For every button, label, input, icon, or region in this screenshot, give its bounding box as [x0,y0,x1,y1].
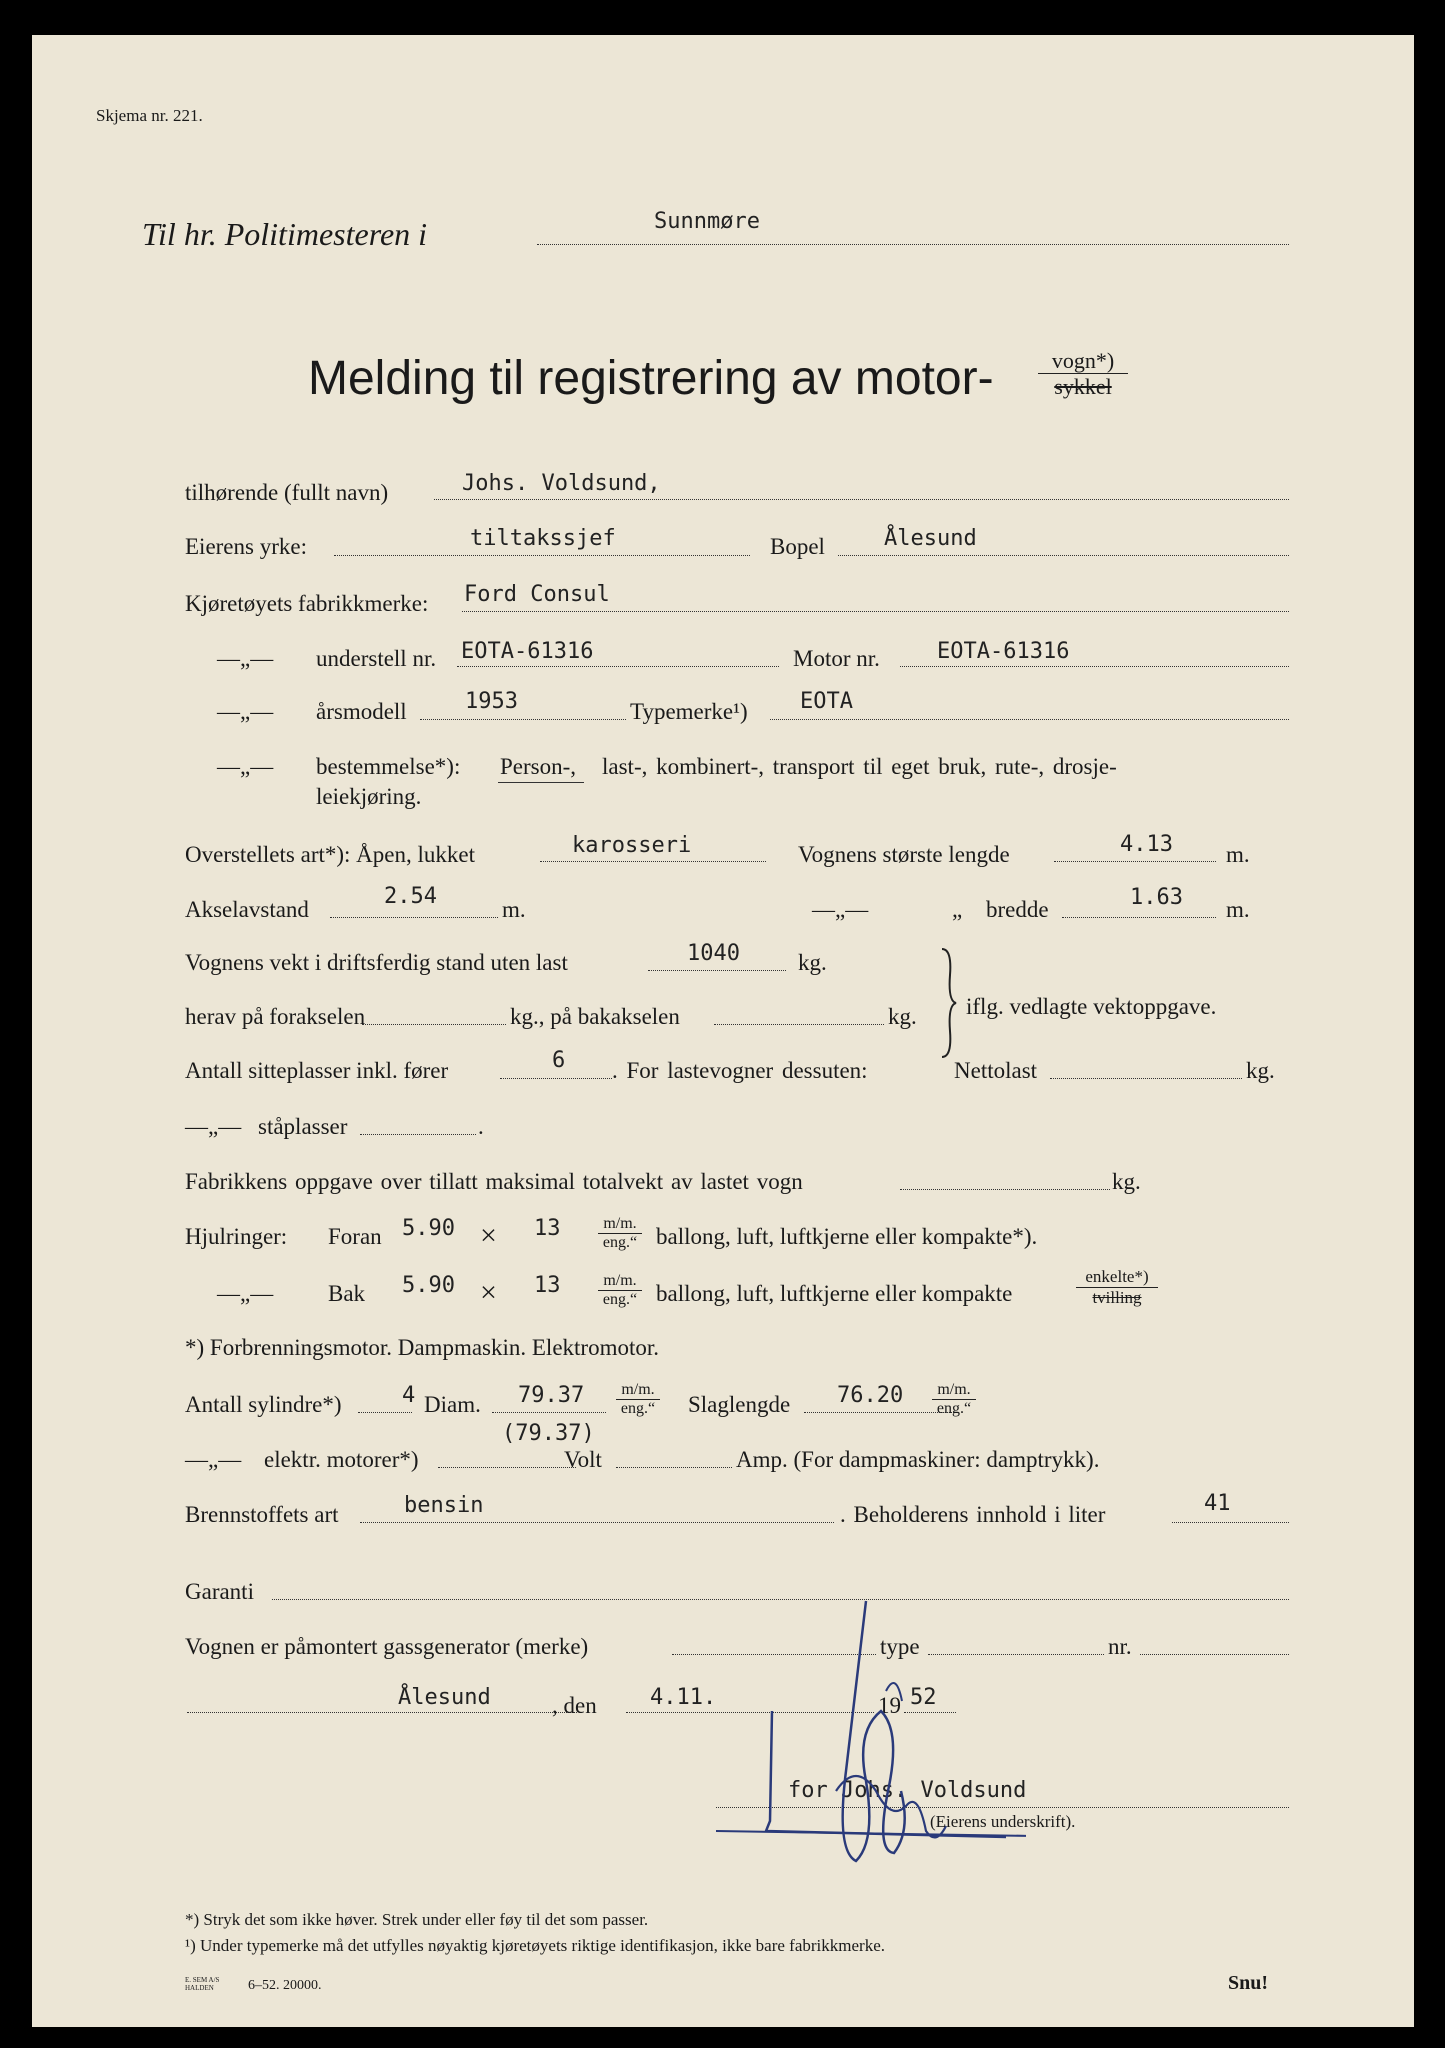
max-weight-label: Fabrikkens oppgave over tillatt maksimal totalvekt av lastet vogn [185,1169,803,1194]
year-value: 1953 [465,689,518,714]
occupation-label: Eierens yrke: [185,534,307,559]
tyres-front-unit-mm: m/m. [598,1215,642,1234]
printer-mark: E. SEM A/S HALDEN [185,1976,220,1992]
turn-over: Snu! [1228,1972,1269,1994]
tyres-front-types: ballong, luft, luftkjerne eller kompakte*). [656,1224,1038,1249]
tyres-rear-unit-eng: eng.“ [602,1291,638,1309]
weight-label: Vognens vekt i driftsferdig stand uten last [185,950,568,975]
body-line [540,861,766,862]
max-weight-line [900,1189,1110,1190]
tyres-label: Hjulringer: [185,1224,288,1249]
type-line [770,719,1289,720]
place-line [187,1712,577,1713]
tyres-front-width: 5.90 [402,1216,455,1241]
diam-unit-mm: m/m. [616,1381,660,1400]
diam-unit-eng: eng.“ [620,1400,656,1418]
chassis-line [457,666,779,667]
tank-value: 41 [1204,1491,1231,1516]
diam-correction: (79.37) [502,1421,595,1446]
tyres-rear-ditto: —„— [217,1281,274,1306]
form-sheet [32,35,1414,2027]
tyres-front-label: Foran [328,1224,382,1249]
residence-value: Ålesund [884,526,977,551]
front-axle-line [362,1024,506,1025]
tyres-rear-times: × [480,1276,497,1309]
cylinders-line [358,1412,412,1413]
purpose-label: bestemmelse*): [316,754,461,779]
tyres-rear-unit [598,1272,642,1310]
tyres-front-unit [598,1215,642,1253]
length-label: Vognens største lengde [798,842,1010,867]
width-quote: „ [952,897,963,922]
make-label: Kjøretøyets fabrikkmerke: [185,591,429,616]
tyres-rear-rim: 13 [534,1273,561,1298]
date-value: 4.11. [650,1685,717,1710]
footnote-1: *) Stryk det som ikke høver. Strek under eller føy til det som passer. [185,1910,649,1929]
handwritten-signature [706,1591,1026,1891]
print-info: 6–52. 20000. [248,1978,322,1993]
signatory: for Johs. Voldsund [788,1778,1027,1803]
stroke-unit [932,1381,976,1419]
rear-axle-label: kg., på bakakselen [510,1004,680,1029]
tank-line [1172,1522,1289,1523]
standing-label: ståplasser [258,1114,348,1139]
tyres-front-unit-eng: eng.“ [602,1234,638,1252]
diam-line [492,1412,606,1413]
weight-unit: kg. [798,950,827,975]
amp-label: Amp. (For dampmaskiner: damptrykk). [736,1447,1100,1472]
year-label: årsmodell [316,699,407,724]
chassis-ditto: —„— [217,646,274,671]
purpose-ditto: —„— [217,754,274,779]
diam-value: 79.37 [518,1383,585,1408]
max-weight-unit: kg. [1112,1169,1141,1194]
year-suffix-value: 52 [910,1685,937,1710]
electric-line [438,1467,576,1468]
weight-line [648,970,786,971]
motor-label: Motor nr. [793,646,880,671]
tyres-front-rim: 13 [534,1216,561,1241]
width-ditto: —„— [812,897,869,922]
year-prefix: 19 [878,1693,901,1718]
net-load-line [1050,1078,1242,1079]
type-label: Typemerke¹) [630,699,748,724]
tyres-single-twin [1076,1267,1158,1307]
wheelbase-label: Akselavstand [185,897,309,922]
tank-label: . Beholderens innhold i liter [840,1502,1106,1527]
title-option-sykkel: sykkel [1054,374,1112,400]
purpose-person: Person-, [500,754,577,779]
purpose-line2: leiekjøring. [316,784,422,809]
gasgen-nr-line [1140,1654,1289,1655]
net-load-label: Nettolast [954,1058,1038,1083]
seats-label: Antall sitteplasser inkl. fører [185,1058,449,1083]
title-options [1038,348,1128,400]
length-line [1054,861,1216,862]
body-value: karosseri [572,833,692,858]
cargo-label: . For lastevogner dessuten: [612,1058,868,1083]
fuel-line [360,1522,834,1523]
make-value: Ford Consul [464,582,610,607]
chassis-value: EOTA-61316 [461,639,594,664]
standing-ditto: —„— [185,1114,242,1139]
signature-note: (Eierens underskrift). [930,1812,1076,1831]
gasgen-nr-label: nr. [1108,1634,1132,1659]
date-den: , den [552,1693,597,1718]
width-unit: m. [1226,897,1250,922]
standing-line [360,1134,476,1135]
front-axle-label: herav på forakselen [185,1004,366,1029]
stroke-value: 76.20 [837,1383,904,1408]
width-line [1062,917,1216,918]
purpose-options: last-, kombinert-, transport til eget bruk, rute-, drosje- [602,754,1117,779]
purpose-underline [498,782,584,783]
schema-number: Skjema nr. 221. [96,106,203,125]
width-value: 1.63 [1130,885,1183,910]
addressee: Til hr. Politimesteren i [142,216,428,252]
district-line [537,244,1289,245]
gasgen-label: Vognen er påmontert gassgenerator (merke) [185,1634,589,1659]
electric-ditto: —„— [185,1447,242,1472]
seats-value: 6 [552,1048,566,1073]
owner-value: Johs. Voldsund, [462,471,661,496]
net-load-unit: kg. [1246,1058,1275,1083]
tyres-rear-width: 5.90 [402,1273,455,1298]
police-district: Sunnmøre [654,209,760,234]
stroke-unit-mm: m/m. [932,1381,976,1400]
weight-value: 1040 [687,941,740,966]
rear-axle-unit: kg. [888,1004,917,1029]
cylinders-label: Antall sylindre*) [185,1392,342,1417]
volt-line [616,1467,732,1468]
rear-axle-line [714,1024,884,1025]
chassis-label: understell nr. [316,646,437,671]
residence-label: Bopel [770,534,825,559]
owner-label: tilhørende (fullt navn) [185,480,389,505]
seats-line [500,1078,612,1079]
volt-label: Volt [564,1447,602,1472]
standing-dot: . [478,1114,484,1139]
year-ditto: —„— [217,699,274,724]
year-line [420,719,626,720]
wheelbase-value: 2.54 [384,884,437,909]
body-label: Overstellets art*): Åpen, lukket [185,842,475,867]
tyres-front-times: × [480,1219,497,1252]
length-unit: m. [1226,842,1250,867]
tyres-rear-types: ballong, luft, luftkjerne eller kompakte [656,1281,1013,1306]
motor-line [900,666,1289,667]
cylinders-value: 4 [402,1383,416,1408]
fuel-value: bensin [404,1493,484,1518]
footnote-2: ¹) Under typemerke må det utfylles nøyaktig kjøretøyets riktige identifikasjon, ikke bare fabrikkmerke. [185,1936,885,1955]
length-value: 4.13 [1120,832,1173,857]
diam-unit [616,1381,660,1419]
place-value: Ålesund [398,1685,491,1710]
residence-line [838,555,1289,556]
stroke-label: Slaglengde [688,1392,791,1417]
tyres-rear-unit-mm: m/m. [598,1272,642,1291]
make-line [462,611,1289,612]
occupation-line [334,555,750,556]
electric-label: elektr. motorer*) [264,1447,419,1472]
motor-value: EOTA-61316 [937,639,1070,664]
warranty-label: Garanti [185,1579,254,1604]
weight-note: iflg. vedlagte vektoppgave. [966,994,1217,1019]
weight-brace [938,947,960,1059]
occupation-value: tiltakssjef [470,526,616,551]
diam-label: Diam. [424,1392,481,1417]
title-option-vogn: vogn*) [1038,348,1128,374]
gasgen-type-label: type [880,1634,920,1659]
wheelbase-line [330,917,498,918]
type-value: EOTA [800,689,853,714]
tyres-single: enkelte*) [1076,1267,1158,1288]
engine-types: *) Forbrenningsmotor. Dampmaskin. Elektromotor. [185,1335,660,1360]
tyres-rear-label: Bak [328,1281,366,1306]
fuel-label: Brennstoffets art [185,1502,339,1527]
wheelbase-unit: m. [502,897,526,922]
owner-line [434,499,1289,500]
stroke-unit-eng: eng.“ [936,1400,972,1418]
form-title: Melding til registrering av motor- [308,352,994,405]
width-label: bredde [986,897,1049,922]
tyres-twin: tvilling [1092,1287,1142,1307]
